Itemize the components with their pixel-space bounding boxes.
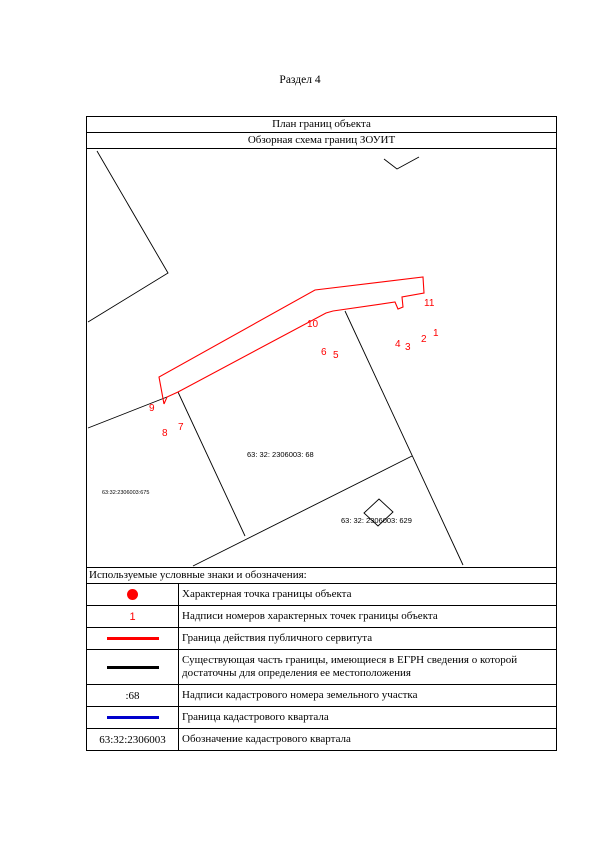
legend-desc: Надписи кадастрового номера земельного участка (182, 689, 418, 701)
section-title: Раздел 4 (279, 74, 321, 86)
legend-row-point-number (87, 606, 556, 628)
legend-row-point (87, 584, 556, 606)
point-label-10: 10 (307, 319, 319, 330)
legend-symbol-quarter-label: 63:32:2306003 (87, 729, 179, 750)
parcel-boundary-northeast-corner (384, 157, 419, 169)
parcel-boundary-west (88, 397, 167, 428)
legend-desc: Граница действия публичного сервитута (182, 632, 373, 644)
point-label-8: 8 (162, 428, 168, 439)
point-label-2: 2 (421, 334, 427, 345)
legend-symbol-servitude (87, 628, 179, 649)
plan-frame (86, 116, 557, 751)
point-label-1: 1 (433, 328, 439, 339)
point-label-5: 5 (333, 350, 339, 361)
legend-symbol-quarter (87, 707, 179, 728)
parcel-label-south: 63: 32: 2306003: 629 (341, 516, 412, 525)
plan-title: План границ объекта (87, 117, 556, 133)
legend-symbol-cadastral: :68 (87, 685, 179, 706)
point-label-6: 6 (321, 347, 327, 358)
legend-symbol-number (87, 606, 179, 627)
boundary-map-drawing (87, 149, 556, 567)
legend-desc: Граница кадастрового квартала (182, 711, 329, 723)
legend-row-quarter-boundary (87, 707, 556, 729)
servitude-boundary (159, 277, 424, 404)
red-line-icon (107, 637, 159, 640)
legend-title: Используемые условные знаки и обозначения: (87, 568, 556, 584)
legend-row-servitude (87, 628, 556, 650)
legend-desc: Характерная точка границы объекта (182, 588, 352, 600)
point-number-sample: 1 (129, 610, 136, 623)
red-dot-icon (127, 589, 138, 600)
parcel-68-south-side (193, 456, 412, 566)
point-label-7: 7 (178, 422, 184, 433)
legend-desc: Обозначение кадастрового квартала (182, 733, 351, 745)
point-label-4: 4 (395, 339, 401, 350)
point-label-3: 3 (405, 342, 411, 353)
parcel-label-main: 63: 32: 2306003: 68 (247, 450, 314, 459)
parcel-boundary-northwest (88, 151, 168, 322)
black-line-icon (107, 666, 159, 669)
legend-row-existing-boundary (87, 650, 556, 685)
point-label-11: 11 (424, 298, 435, 309)
legend-desc: Надписи номеров характерных точек границы объекта (182, 610, 438, 622)
blue-line-icon (107, 716, 159, 719)
parcel-68-west-side (178, 392, 245, 536)
point-label-9: 9 (149, 403, 155, 414)
legend-row-cadastral-number (87, 685, 556, 707)
parcel-68-east-side (345, 311, 463, 565)
legend-symbol-point (87, 584, 179, 605)
boundary-map (87, 149, 556, 568)
scheme-title: Обзорная схема границ ЗОУИТ (87, 133, 556, 149)
parcel-label-west: 63:32:2306003:675 (102, 490, 150, 496)
legend-desc: Существующая часть границы, имеющиеся в ЕГРН сведения о которой достаточны для определения ее местоположения (182, 654, 518, 679)
legend-row-quarter-label (87, 729, 556, 750)
legend-symbol-existing (87, 650, 179, 684)
